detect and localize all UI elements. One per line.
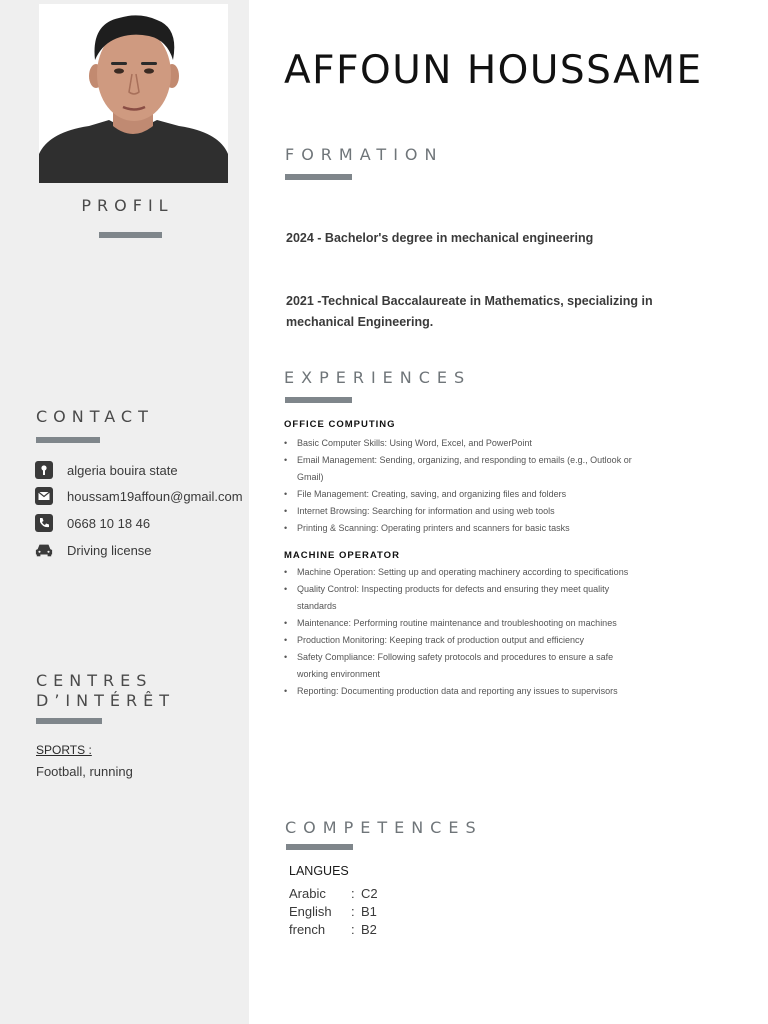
job-bullet: • Machine Operation: Setting up and operating machinery according to specifications bbox=[284, 564, 634, 581]
job-bullet: • Reporting: Documenting production data and reporting any issues to supervisors bbox=[284, 683, 634, 700]
job-bullet: • Production Monitoring: Keeping track of production output and efficiency bbox=[284, 632, 634, 649]
contact-location bbox=[35, 461, 178, 479]
job-bullet: • Basic Computer Skills: Using Word, Excel, and PowerPoint bbox=[284, 435, 634, 452]
contact-email-text[interactable]: houssam19affoun@gmail.com bbox=[67, 488, 243, 504]
contact-location-text: algeria bouira state bbox=[67, 462, 178, 478]
contact-heading: CONTACT bbox=[36, 407, 154, 426]
profile-photo bbox=[39, 4, 228, 183]
sidebar bbox=[0, 0, 249, 1024]
job-title: OFFICE COMPUTING bbox=[284, 419, 396, 430]
interests-heading-line1: CENTRES bbox=[36, 671, 153, 690]
experiences-heading-underline bbox=[285, 397, 352, 403]
interests-heading-underline bbox=[36, 718, 102, 724]
language-separator: : bbox=[351, 904, 355, 919]
language-separator: : bbox=[351, 886, 355, 901]
email-icon bbox=[35, 487, 53, 505]
profile-heading-underline bbox=[99, 232, 162, 238]
job-title: MACHINE OPERATOR bbox=[284, 550, 400, 561]
formation-item: 2021 -Technical Baccalaureate in Mathematics, specializing in mechanical Engineering. bbox=[286, 294, 653, 329]
job-bullet: • Printing & Scanning: Operating printers and scanners for basic tasks bbox=[284, 520, 634, 537]
candidate-name: AFFOUN HOUSSAME bbox=[284, 48, 703, 93]
competences-heading-underline bbox=[286, 844, 353, 850]
contact-email[interactable] bbox=[35, 487, 243, 505]
contact-license bbox=[35, 541, 152, 559]
language-name: Arabic bbox=[289, 886, 326, 901]
language-row bbox=[289, 904, 377, 919]
sports-value: Football, running bbox=[36, 764, 133, 779]
language-level: B2 bbox=[361, 922, 377, 937]
language-separator: : bbox=[351, 922, 355, 937]
contact-phone[interactable] bbox=[35, 514, 150, 532]
contact-heading-underline bbox=[36, 437, 100, 443]
languages-title: LANGUES bbox=[289, 864, 349, 878]
location-icon bbox=[35, 461, 53, 479]
language-row bbox=[289, 886, 378, 901]
formation-heading-underline bbox=[285, 174, 352, 180]
job-bullet: • Internet Browsing: Searching for information and using web tools bbox=[284, 503, 634, 520]
job-bullet: • File Management: Creating, saving, and organizing files and folders bbox=[284, 486, 634, 503]
language-row bbox=[289, 922, 377, 937]
language-level: C2 bbox=[361, 886, 378, 901]
language-name: English bbox=[289, 904, 332, 919]
formation-item: 2024 - Bachelor's degree in mechanical engineering bbox=[286, 231, 594, 245]
profile-heading: PROFIL bbox=[81, 196, 174, 215]
car-icon bbox=[35, 541, 53, 559]
contact-phone-text[interactable]: 0668 10 18 46 bbox=[67, 515, 151, 531]
interests-heading-line2: D’INTÉRÊT bbox=[36, 691, 175, 710]
competences-heading: COMPETENCES bbox=[285, 818, 483, 837]
job-bullet: • Quality Control: Inspecting products for defects and ensuring they meet quality standards bbox=[284, 581, 634, 615]
job-bullet: • Safety Compliance: Following safety protocols and procedures to ensure a safe working environment bbox=[284, 649, 634, 683]
experiences-heading: EXPERIENCES bbox=[284, 368, 472, 387]
language-name: french bbox=[289, 922, 326, 937]
job-bullets bbox=[284, 564, 634, 700]
job-bullet: • Maintenance: Performing routine maintenance and troubleshooting on machines bbox=[284, 615, 634, 632]
job-bullets bbox=[284, 435, 634, 537]
phone-icon bbox=[35, 514, 53, 532]
job-bullet: • Email Management: Sending, organizing, and responding to emails (e.g., Outlook or Gmail) bbox=[284, 452, 634, 486]
contact-license-text: Driving license bbox=[67, 542, 152, 558]
language-level: B1 bbox=[361, 904, 377, 919]
formation-heading: FORMATION bbox=[285, 145, 444, 164]
sports-label: SPORTS : bbox=[36, 743, 92, 757]
